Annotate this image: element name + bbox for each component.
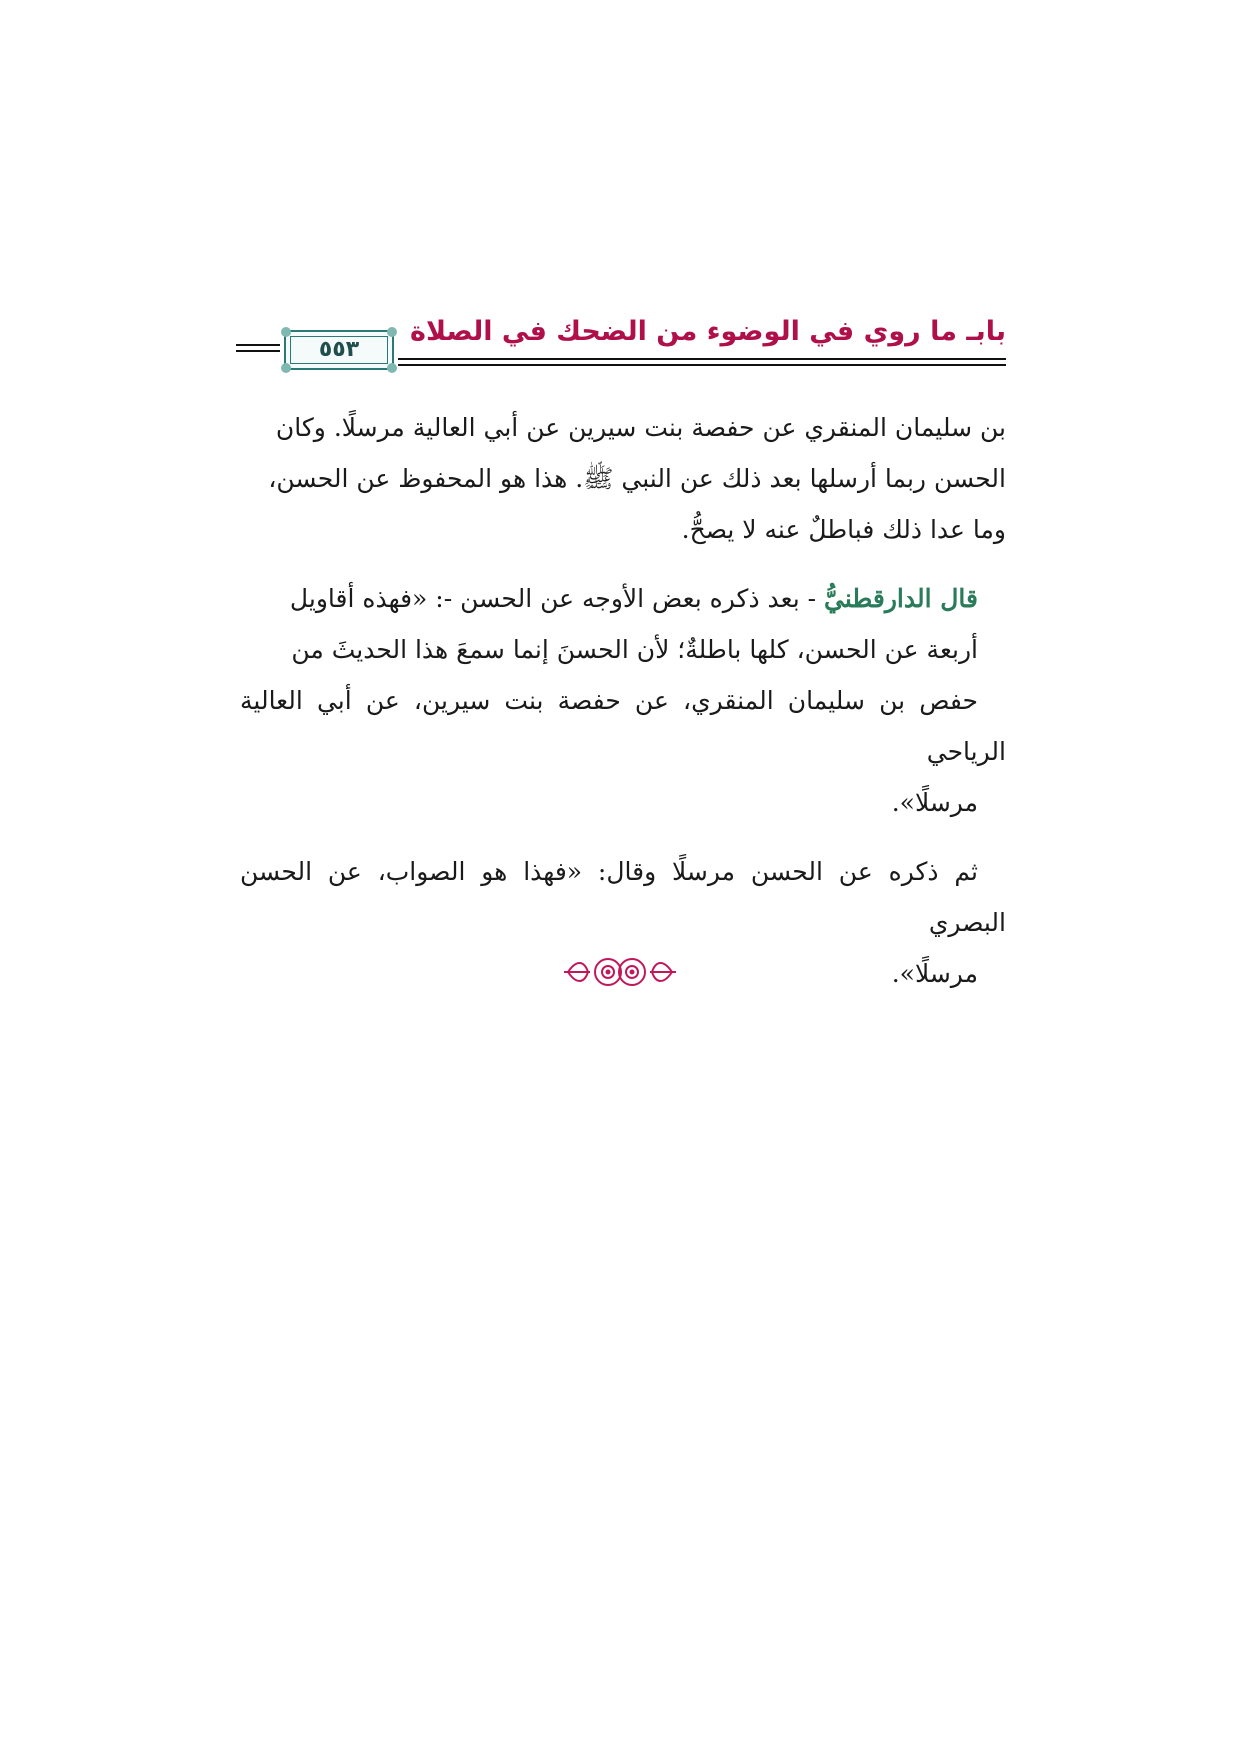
text-line: مرسلًا».	[891, 788, 978, 817]
header-rule-right-bottom	[398, 364, 1006, 366]
main-text	[240, 402, 1006, 1017]
text-line: حفص بن سليمان المنقري، عن حفصة بنت سيرين، عن أبي العالية الرياحي	[240, 686, 1006, 766]
text-line: بن سليمان المنقري عن حفصة بنت سيرين عن أبي العالية مرسلًا. وكان	[275, 413, 1006, 442]
page-header	[236, 316, 1006, 388]
text-line: ثم ذكره عن الحسن مرسلًا وقال: «فهذا هو الصواب، عن الحسن البصري	[240, 857, 1006, 937]
page-number: ٥٥٣	[318, 337, 360, 362]
header-rule-right-top	[398, 358, 1006, 360]
chapter-title: بابـ ما روي في الوضوء من الضحك في الصلاة	[410, 316, 1006, 347]
text-line: مرسلًا».	[891, 959, 978, 988]
header-rule-left-bottom	[236, 350, 280, 352]
badge-corner-decoration	[281, 327, 291, 337]
page-number-badge	[284, 330, 394, 370]
text-line: أربعة عن الحسن، كلها باطلةٌ؛ لأن الحسنَ إنما سمعَ هذا الحديثَ من	[291, 635, 978, 664]
paragraph-2	[240, 573, 1006, 828]
badge-corner-decoration	[387, 327, 397, 337]
speaker-name: قال الدارقطنيُّ	[824, 584, 978, 613]
badge-corner-decoration	[387, 363, 397, 373]
text-line: الحسن ربما أرسلها بعد ذلك عن النبي ﷺ. هذا هو المحفوظ عن الحسن،	[268, 464, 1006, 493]
floral-divider-icon	[560, 952, 680, 992]
paragraph-2-first-line	[290, 584, 978, 613]
text-line: وما عدا ذلك فباطلٌ عنه لا يصحُّ.	[681, 515, 1006, 544]
text-line: - بعد ذكره بعض الأوجه عن الحسن -: «فهذه أقاويل	[289, 584, 825, 613]
paragraph-1	[240, 402, 1006, 555]
badge-corner-decoration	[281, 363, 291, 373]
header-rule-left-top	[236, 344, 280, 346]
